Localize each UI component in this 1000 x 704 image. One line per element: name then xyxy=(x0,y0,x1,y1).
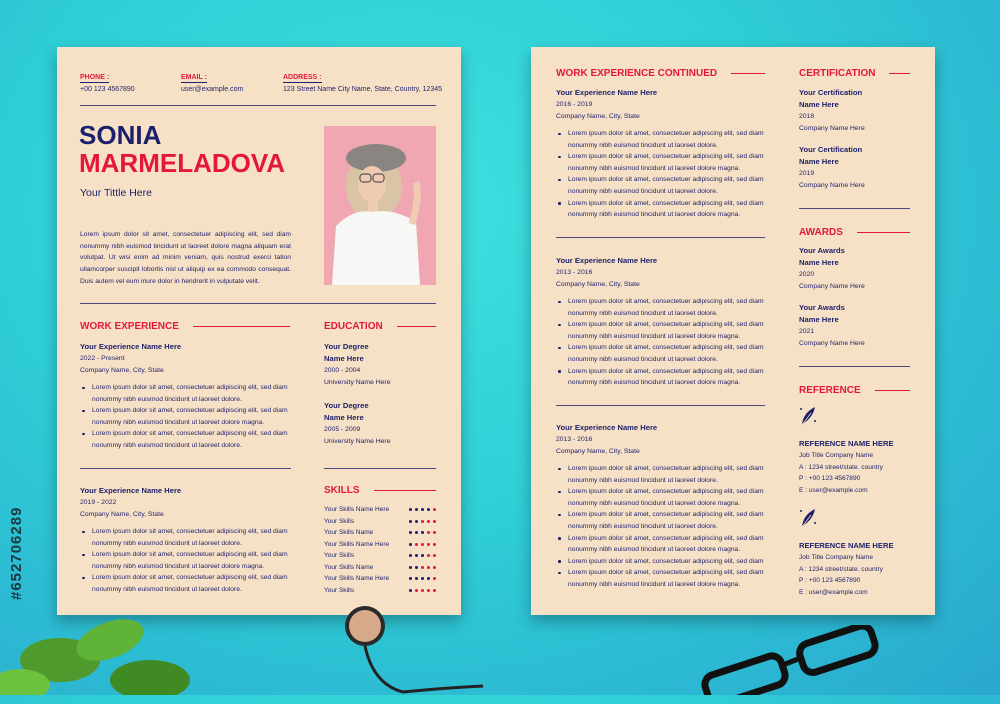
work-cont-job-1 xyxy=(556,87,768,221)
reference-name: REFERENCE NAME HERE xyxy=(799,439,894,448)
address-label: ADDRESS : xyxy=(283,74,322,81)
heading-text: EDUCATION xyxy=(324,321,383,332)
heading-rule xyxy=(193,326,290,327)
rating-dot xyxy=(409,508,412,511)
job-dates: 2019 - 2022 xyxy=(80,499,117,506)
skill-name: Your Skills Name Here xyxy=(324,575,390,582)
reference-item xyxy=(799,507,910,599)
certification-item-year: 2018 xyxy=(799,113,815,120)
resume-page-2 xyxy=(531,47,935,615)
heading-text: SKILLS xyxy=(324,485,360,496)
rating-dot xyxy=(421,543,424,546)
skill-name: Your Skills Name xyxy=(324,563,374,571)
award-item-line-1: Your Awards xyxy=(799,246,845,255)
job-bullets xyxy=(556,128,768,221)
rating-dot xyxy=(421,554,424,557)
certification-item-company: Company Name Here xyxy=(799,124,865,132)
degree-line-2: Name Here xyxy=(324,354,364,363)
university-name: University Name Here xyxy=(324,437,391,445)
job-bullets xyxy=(80,526,292,596)
rating-dot xyxy=(433,577,436,580)
divider xyxy=(324,468,436,469)
education-item xyxy=(324,341,436,388)
heading-text: AWARDS xyxy=(799,227,843,238)
education-heading xyxy=(324,321,436,332)
award-item-company: Company Name Here xyxy=(799,339,865,347)
rating-dot xyxy=(433,531,436,534)
skill-rating xyxy=(406,539,436,551)
skill-name: Your Skills Name xyxy=(324,529,374,536)
divider xyxy=(80,105,436,106)
job-bullets xyxy=(556,463,768,591)
rating-dot xyxy=(409,577,412,580)
bullet-item: Lorem ipsum dolor sit amet, consectetuer adipiscing elit, sed diam nonummy nibh euismod tincidunt ut laoreet dolore magna. xyxy=(556,151,768,174)
certification-heading xyxy=(799,68,910,79)
skill-row xyxy=(324,585,436,597)
degree-line-1: Your Degree xyxy=(324,401,369,410)
skill-rating xyxy=(406,562,436,574)
bullet-item: Lorem ipsum dolor sit amet, consectetuer adipiscing elit, sed diam nonummy nibh euismod tincidunt ut laoreet dolore magna. xyxy=(556,198,768,221)
profile-text: Lorem ipsum dolor sit amet, consectetuer adipiscing elit, sed diam nonummy nibh euismod tincidunt ut laoreet dolore magna aliquam erat volutpat. Ut wisi enim ad minim veniam, quis nostrud exerci tation ullamcorper suscipit lobortis nisl ut aliquip ex ea commodo consequat. Duis autem vel eum iriure dolor in hendrerit in vulputate velit. xyxy=(80,231,291,285)
award-item-line-2: Name Here xyxy=(799,315,839,324)
skill-rating xyxy=(406,527,436,539)
awards-list xyxy=(799,245,910,359)
glasses-decoration xyxy=(695,625,895,700)
rating-dot xyxy=(415,554,418,557)
rating-dot xyxy=(421,577,424,580)
job-company: Company Name, City, State xyxy=(556,280,640,288)
divider xyxy=(799,366,910,367)
bullet-item: Lorem ipsum dolor sit amet, consectetuer adipiscing elit, sed diam nonummy nibh euismod tincidunt ut laoreet dolore. xyxy=(80,572,292,595)
rating-dot xyxy=(421,589,424,592)
rating-dot xyxy=(415,508,418,511)
rating-dot xyxy=(409,520,412,523)
university-name: University Name Here xyxy=(324,378,391,386)
bullet-item: Lorem ipsum dolor sit amet, consectetuer adipiscing elit, sed diam nonummy nibh euismod tincidunt ut laoreet dolore. xyxy=(556,342,768,365)
address-value: 123 Street Name City Name, State, Country, 12345 xyxy=(283,86,443,93)
bullet-item: Lorem ipsum dolor sit amet, consectetuer adipiscing elit, sed diam nonummy nibh euismod tincidunt ut laoreet dolore magna. xyxy=(556,533,768,556)
skill-row xyxy=(324,573,436,585)
feather-icon xyxy=(799,507,910,534)
rating-dot xyxy=(421,520,424,523)
rating-dot xyxy=(421,531,424,534)
bullet-item: Lorem ipsum dolor sit amet, consectetuer adipiscing elit, sed diam nonummy nibh euismod tincidunt ut laoreet dolore magna. xyxy=(80,405,292,428)
contact-address xyxy=(283,66,442,93)
skill-row xyxy=(324,539,436,551)
work-cont-job-2 xyxy=(556,255,768,389)
heading-rule xyxy=(889,73,910,74)
rating-dot xyxy=(433,543,436,546)
rating-dot xyxy=(415,577,418,580)
skill-rating xyxy=(406,585,436,597)
skill-row xyxy=(324,550,436,562)
phone-label: PHONE : xyxy=(80,74,110,81)
award-item-line-2: Name Here xyxy=(799,258,839,267)
award-item xyxy=(799,245,910,292)
heading-text: WORK EXPERIENCE xyxy=(80,321,179,332)
skill-rating xyxy=(406,550,436,562)
certification-item-line-2: Name Here xyxy=(799,157,839,166)
rating-dot xyxy=(433,554,436,557)
rating-dot xyxy=(415,566,418,569)
rating-dot xyxy=(409,589,412,592)
rating-dot xyxy=(427,543,430,546)
reference-phone: P : +00 123 4567890 xyxy=(799,475,861,483)
rating-dot xyxy=(433,566,436,569)
profile-photo xyxy=(324,126,436,285)
education-dates: 2000 - 2004 xyxy=(324,367,361,374)
stethoscope-decoration xyxy=(343,604,483,704)
certification-item-line-1: Your Certification xyxy=(799,145,863,154)
job-title: Your Experience Name Here xyxy=(556,88,658,97)
rating-dot xyxy=(415,531,418,534)
feather-icon xyxy=(799,405,910,432)
rating-dot xyxy=(433,508,436,511)
heading-rule xyxy=(397,326,436,327)
rating-dot xyxy=(409,566,412,569)
education-dates: 2005 - 2009 xyxy=(324,426,361,433)
bullet-item: Lorem ipsum dolor sit amet, consectetuer adipiscing elit, sed diam nonummy nibh euismod tincidunt ut laoreet dolore. xyxy=(556,128,768,151)
award-item-line-1: Your Awards xyxy=(799,303,845,312)
divider xyxy=(799,208,910,209)
reference-phone: P : +00 123 4567890 xyxy=(799,577,861,585)
rating-dot xyxy=(427,577,430,580)
award-item xyxy=(799,302,910,349)
reference-address: A : 1234 street/state. country xyxy=(799,565,883,573)
divider xyxy=(556,405,765,406)
heading-rule xyxy=(374,490,436,491)
job-company: Company Name, City, State xyxy=(556,112,640,120)
job-dates: 2016 - 2019 xyxy=(556,101,593,108)
job-title: Your Experience Name Here xyxy=(80,342,182,351)
contact-phone xyxy=(80,66,135,93)
job-company: Company Name, City, State xyxy=(556,447,640,455)
stock-id-watermark: #652706289 xyxy=(8,506,25,600)
bullet-item: Lorem ipsum dolor sit amet, consectetuer adipiscing elit, sed diam nonummy nibh euismod tincidunt ut laoreet dolore. xyxy=(80,526,292,549)
skills-heading xyxy=(324,485,436,496)
job-company: Company Name, City, State xyxy=(80,510,164,518)
bullet-item: Lorem ipsum dolor sit amet, consectetuer adipiscing elit, sed diam nonummy nibh euismod tincidunt ut laoreet dolore. xyxy=(80,428,292,451)
skill-rating xyxy=(406,573,436,585)
work-continued-heading xyxy=(556,68,765,79)
skill-row xyxy=(324,504,436,516)
reference-heading xyxy=(799,385,910,396)
work-job-1 xyxy=(80,341,292,452)
rating-dot xyxy=(409,531,412,534)
rating-dot xyxy=(433,589,436,592)
job-dates: 2013 - 2016 xyxy=(556,269,593,276)
reference-address: A : 1234 street/state. country xyxy=(799,463,883,471)
bullet-item: Lorem ipsum dolor sit amet, consectetuer adipiscing elit, sed diam nonummy nibh euismod tincidunt ut laoreet dolore magna. xyxy=(556,366,768,389)
awards-heading xyxy=(799,227,910,238)
job-bullets xyxy=(556,296,768,389)
bullet-item: Lorem ipsum dolor sit amet, consectetuer adipiscing elit, sed diam nonummy nibh euismod tincidunt ut laoreet dolore magna. xyxy=(556,486,768,509)
heading-rule xyxy=(875,390,910,391)
rating-dot xyxy=(427,531,430,534)
heading-text: CERTIFICATION xyxy=(799,68,876,79)
rating-dot xyxy=(415,589,418,592)
plant-decoration xyxy=(0,610,200,700)
rating-dot xyxy=(415,520,418,523)
divider xyxy=(80,303,436,304)
heading-text: WORK EXPERIENCE CONTINUED xyxy=(556,68,718,79)
bullet-item: Lorem ipsum dolor sit amet, consectetuer adipiscing elit, sed diam nonummy nibh euismod tincidunt ut laoreet dolore. xyxy=(80,382,292,405)
rating-dot xyxy=(427,554,430,557)
phone-value: +00 123 4567890 xyxy=(80,86,135,93)
email-value: user@example.com xyxy=(181,86,244,93)
job-title: Your Experience Name Here xyxy=(556,423,658,432)
rating-dot xyxy=(421,566,424,569)
certification-item-line-2: Name Here xyxy=(799,100,839,109)
skill-name: Your Skills xyxy=(324,586,355,594)
rating-dot xyxy=(433,520,436,523)
certification-list xyxy=(799,87,910,201)
award-item-year: 2020 xyxy=(799,271,815,278)
rating-dot xyxy=(427,520,430,523)
job-title: Your Experience Name Here xyxy=(80,486,182,495)
skill-row xyxy=(324,516,436,528)
bullet-item: Lorem ipsum dolor sit amet, consectetuer adipiscing elit, sed diam nonummy nibh euismod tincidunt ut laoreet dolore. xyxy=(556,509,768,532)
bullet-item: Lorem ipsum dolor sit amet, consectetuer adipiscing elit, sed diam xyxy=(556,556,768,568)
reference-job: Job Title Company Name xyxy=(799,452,874,459)
award-item-year: 2021 xyxy=(799,328,815,335)
reference-job: Job Title Company Name xyxy=(799,553,874,561)
skills-list xyxy=(324,504,436,596)
job-dates: 2013 - 2016 xyxy=(556,436,593,443)
heading-text: REFERENCE xyxy=(799,385,861,396)
skill-name: Your Skills xyxy=(324,552,355,559)
contact-email xyxy=(181,66,243,93)
rating-dot xyxy=(409,543,412,546)
job-title: Your Tittle Here xyxy=(80,187,152,199)
certification-item xyxy=(799,87,910,134)
rating-dot xyxy=(427,589,430,592)
skill-row xyxy=(324,527,436,539)
divider xyxy=(556,237,765,238)
award-item-company: Company Name Here xyxy=(799,282,865,290)
skill-rating xyxy=(406,504,436,516)
job-title: Your Experience Name Here xyxy=(556,256,658,265)
rating-dot xyxy=(427,508,430,511)
first-name: SONIA xyxy=(79,120,162,150)
job-company: Company Name, City, State xyxy=(80,366,164,374)
skill-name: Your Skills xyxy=(324,517,355,525)
job-dates: 2022 - Present xyxy=(80,355,125,362)
bullet-item: Lorem ipsum dolor sit amet, consectetuer adipiscing elit, sed diam nonummy nibh euismod tincidunt ut laoreet dolore. xyxy=(556,296,768,319)
rating-dot xyxy=(427,566,430,569)
reference-item xyxy=(799,405,910,497)
bullet-item: Lorem ipsum dolor sit amet, consectetuer adipiscing elit, sed diam nonummy nibh euismod tincidunt ut laoreet dolore magna. xyxy=(556,567,768,590)
bullet-item: Lorem ipsum dolor sit amet, consectetuer adipiscing elit, sed diam nonummy nibh euismod tincidunt ut laoreet dolore. xyxy=(556,174,768,197)
skill-row xyxy=(324,562,436,574)
work-experience-heading xyxy=(80,321,290,332)
reference-list xyxy=(799,405,910,609)
certification-item-line-1: Your Certification xyxy=(799,88,863,97)
certification-item-year: 2019 xyxy=(799,170,815,177)
rating-dot xyxy=(421,508,424,511)
work-job-2 xyxy=(80,485,292,596)
reference-name: REFERENCE NAME HERE xyxy=(799,540,894,550)
skill-rating xyxy=(406,516,436,528)
reference-email: E : user@example.com xyxy=(799,588,868,596)
divider xyxy=(80,468,291,469)
degree-line-1: Your Degree xyxy=(324,342,369,351)
certification-item-company: Company Name Here xyxy=(799,181,865,189)
degree-line-2: Name Here xyxy=(324,413,364,422)
education-list xyxy=(324,341,436,459)
bullet-item: Lorem ipsum dolor sit amet, consectetuer adipiscing elit, sed diam nonummy nibh euismod tincidunt ut laoreet dolore magna. xyxy=(556,319,768,342)
bullet-item: Lorem ipsum dolor sit amet, consectetuer adipiscing elit, sed diam nonummy nibh euismod tincidunt ut laoreet dolore. xyxy=(556,463,768,486)
rating-dot xyxy=(409,554,412,557)
skill-name: Your Skills Name Here xyxy=(324,540,390,548)
bullet-item: Lorem ipsum dolor sit amet, consectetuer adipiscing elit, sed diam nonummy nibh euismod tincidunt ut laoreet dolore magna. xyxy=(80,549,292,572)
email-label: EMAIL : xyxy=(181,74,207,81)
skill-name: Your Skills Name Here xyxy=(324,506,390,513)
reference-email: E : user@example.com xyxy=(799,487,868,495)
resume-page-1 xyxy=(57,47,461,615)
last-name: MARMELADOVA xyxy=(79,148,286,178)
education-item xyxy=(324,400,436,447)
job-bullets xyxy=(80,382,292,452)
work-cont-job-3 xyxy=(556,422,768,591)
heading-rule xyxy=(731,73,765,74)
certification-item xyxy=(799,144,910,191)
rating-dot xyxy=(415,543,418,546)
heading-rule xyxy=(857,232,910,233)
